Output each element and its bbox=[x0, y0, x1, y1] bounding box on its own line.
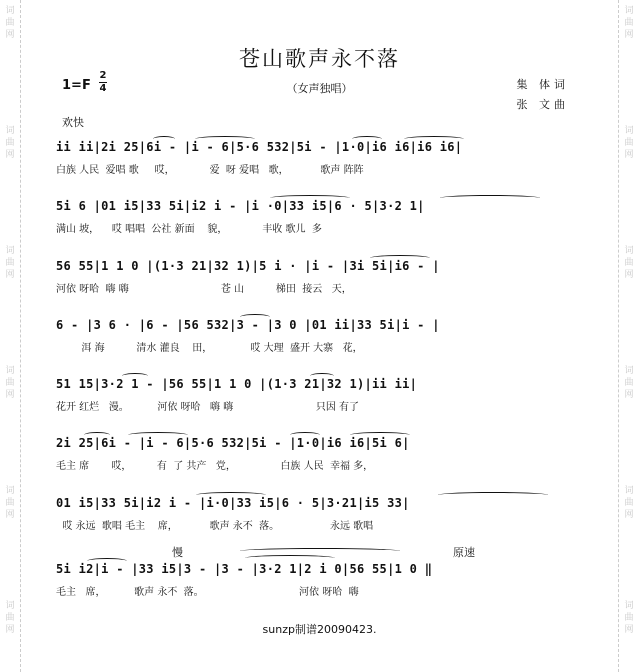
tie-arc bbox=[440, 195, 540, 201]
lyric-line-6: 毛主 席 哎， 有 了 共产 党， 白族 人民 幸福 多， bbox=[56, 461, 374, 472]
lyric-line-1: 白族 人民 爱唱 歌 哎， 爱 呀 爱唱 歌， 歌声 阵阵 bbox=[56, 165, 364, 176]
lyric-line-3: 河依 呀哈 嗨 嗨 苍 山 梯田 接云 天， bbox=[56, 284, 352, 295]
notation-line-7: 01 i5|33 5i|i2 i - |i·0|33 i5|6 · 5|3·21|i5 33| bbox=[56, 496, 410, 510]
lyric-line-8: 毛主 席， 歌声 永不 落。 河依 呀哈 嗨 bbox=[56, 587, 359, 598]
slur-arc bbox=[153, 136, 175, 142]
watermark-right-2: 词曲网 bbox=[624, 126, 634, 160]
time-signature bbox=[99, 71, 107, 94]
tempo-slow-marking: 慢 bbox=[172, 546, 183, 559]
watermark-right-6: 词曲网 bbox=[624, 601, 634, 635]
tie-arc bbox=[240, 548, 400, 554]
watermark-left-6: 词曲网 bbox=[5, 601, 15, 635]
time-signature-bottom: 4 bbox=[99, 83, 107, 94]
lyricist-credit: 集 体词 bbox=[516, 78, 569, 91]
notation-line-4: 6 - |3 6 · |6 - |56 532|3 - |3 0 |01 ii|33 5i|i - | bbox=[56, 318, 440, 332]
performance-note: （女声独唱） bbox=[286, 82, 353, 95]
slur-arc bbox=[310, 373, 334, 379]
notation-line-1: ii ii|2i 25|6i - |i - 6|5·6 532|5i - |1·0|i6 i6|i6 i6| bbox=[56, 140, 463, 154]
slur-arc bbox=[240, 314, 270, 320]
slur-arc bbox=[290, 432, 320, 438]
tie-arc bbox=[128, 432, 188, 438]
tie-arc bbox=[404, 136, 464, 142]
tempo-marking: 欢快 bbox=[62, 116, 84, 129]
lyric-line-2: 满山 坡， 哎 唱唱 公社 新面 貌， 丰收 歌儿 多 bbox=[56, 224, 322, 235]
slur-arc bbox=[122, 373, 148, 379]
lyric-line-4: 洱 海 清水 灌良 田， 哎 大理 盛开 大寨 花， bbox=[56, 343, 363, 354]
watermark-left-2: 词曲网 bbox=[5, 126, 15, 160]
left-watermark-strip bbox=[0, 0, 21, 672]
watermark-left-4: 词曲网 bbox=[5, 366, 15, 400]
tie-arc bbox=[245, 555, 335, 561]
transcriber-footer: sunzp制谱20090423. bbox=[262, 623, 377, 636]
watermark-right-1: 词曲网 bbox=[624, 6, 634, 40]
tie-arc bbox=[196, 492, 266, 498]
key-signature: 1=F bbox=[62, 78, 91, 93]
notation-line-8: 5i i2|i - |33 i5|3 - |3 - |3·2 1|2 i 0|56 55|1 0 ‖ bbox=[56, 562, 433, 576]
watermark-left-5: 词曲网 bbox=[5, 486, 15, 520]
tempo-original-marking: 原速 bbox=[453, 546, 475, 559]
tie-arc bbox=[87, 558, 127, 564]
tie-arc bbox=[270, 195, 350, 201]
tie-arc bbox=[370, 255, 430, 261]
watermark-left-1: 词曲网 bbox=[5, 6, 15, 40]
notation-line-3: 56 55|1 1 0 |(1·3 21|32 1)|5 i · |i - |3i 5i|i6 - | bbox=[56, 259, 440, 273]
notation-line-5: 51 15|3·2 1 - |56 55|1 1 0 |(1·3 21|32 1)|ii ii| bbox=[56, 377, 418, 391]
lyric-line-7: 哎 永远 歌唱 毛主 席， 歌声 永不 落。 永远 歌唱 bbox=[56, 521, 374, 532]
watermark-left-3: 词曲网 bbox=[5, 246, 15, 280]
right-watermark-strip bbox=[618, 0, 639, 672]
notation-line-6: 2i 25|6i - |i - 6|5·6 532|5i - |1·0|i6 i6|5i 6| bbox=[56, 436, 410, 450]
tie-arc bbox=[350, 432, 410, 438]
watermark-right-3: 词曲网 bbox=[624, 246, 634, 280]
tie-arc bbox=[438, 492, 548, 498]
time-signature-top: 2 bbox=[99, 70, 107, 81]
slur-arc bbox=[84, 432, 110, 438]
composer-credit: 张 文曲 bbox=[516, 98, 569, 111]
watermark-right-5: 词曲网 bbox=[624, 486, 634, 520]
notation-line-2: 5i 6 |01 i5|33 5i|i2 i - |i ·0|33 i5|6 · 5|3·2 1| bbox=[56, 199, 425, 213]
song-title: 苍山歌声永不落 bbox=[239, 47, 400, 71]
tie-arc bbox=[195, 136, 255, 142]
watermark-right-4: 词曲网 bbox=[624, 366, 634, 400]
slur-arc bbox=[352, 136, 382, 142]
lyric-line-5: 花开 红烂 漫。 河依 呀哈 嗨 嗨 只因 有了 bbox=[56, 402, 360, 413]
